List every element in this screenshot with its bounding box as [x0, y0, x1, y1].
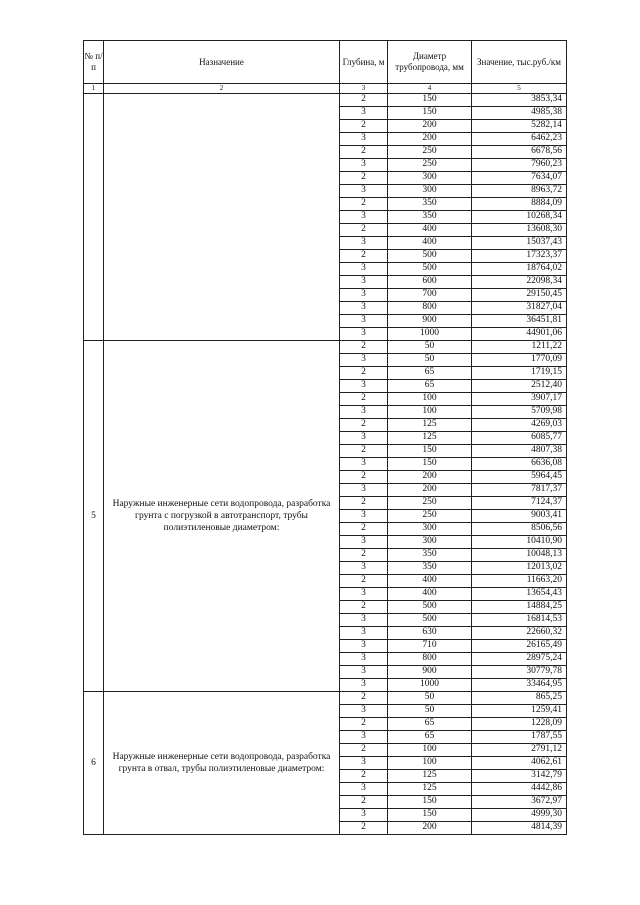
value-cell: 1228,09: [472, 718, 567, 731]
depth-cell: 3: [340, 276, 388, 289]
diameter-cell: 125: [388, 432, 472, 445]
depth-cell: 2: [340, 796, 388, 809]
group-description: Наружные инженерные сети водопровода, разработка грунта с погрузкой в автотранспорт, трубы полиэтиленовые диаметром:: [104, 341, 340, 692]
value-cell: 31827,04: [472, 302, 567, 315]
table-row: [84, 94, 567, 107]
diameter-cell: 710: [388, 640, 472, 653]
diameter-cell: 100: [388, 757, 472, 770]
diameter-cell: 200: [388, 471, 472, 484]
depth-cell: 3: [340, 653, 388, 666]
value-cell: 865,25: [472, 692, 567, 705]
value-cell: 3672,97: [472, 796, 567, 809]
diameter-cell: 150: [388, 107, 472, 120]
diameter-cell: 65: [388, 380, 472, 393]
diameter-cell: 300: [388, 536, 472, 549]
diameter-cell: 700: [388, 289, 472, 302]
diameter-cell: 125: [388, 770, 472, 783]
header-value: Значение, тыс.руб./км: [472, 41, 567, 84]
depth-cell: 2: [340, 393, 388, 406]
value-cell: 1259,41: [472, 705, 567, 718]
column-number: 4: [388, 84, 472, 94]
diameter-cell: 200: [388, 822, 472, 835]
diameter-cell: 50: [388, 692, 472, 705]
value-cell: 3853,34: [472, 94, 567, 107]
depth-cell: 3: [340, 627, 388, 640]
value-cell: 4814,39: [472, 822, 567, 835]
value-cell: 36451,81: [472, 315, 567, 328]
diameter-cell: 500: [388, 250, 472, 263]
depth-cell: 2: [340, 822, 388, 835]
value-cell: 7960,23: [472, 159, 567, 172]
value-cell: 2512,40: [472, 380, 567, 393]
depth-cell: 2: [340, 120, 388, 133]
depth-cell: 2: [340, 198, 388, 211]
diameter-cell: 250: [388, 510, 472, 523]
depth-cell: 2: [340, 419, 388, 432]
diameter-cell: 350: [388, 198, 472, 211]
depth-cell: 3: [340, 614, 388, 627]
diameter-cell: 350: [388, 549, 472, 562]
depth-cell: 2: [340, 575, 388, 588]
price-table: [83, 40, 567, 835]
diameter-cell: 100: [388, 744, 472, 757]
diameter-cell: 125: [388, 783, 472, 796]
diameter-cell: 300: [388, 523, 472, 536]
value-cell: 6678,56: [472, 146, 567, 159]
value-cell: 4999,30: [472, 809, 567, 822]
diameter-cell: 200: [388, 120, 472, 133]
value-cell: 4062,61: [472, 757, 567, 770]
diameter-cell: 250: [388, 159, 472, 172]
value-cell: 44901,06: [472, 328, 567, 341]
depth-cell: 3: [340, 640, 388, 653]
value-cell: 7634,07: [472, 172, 567, 185]
depth-cell: 2: [340, 601, 388, 614]
diameter-cell: 400: [388, 224, 472, 237]
diameter-cell: 600: [388, 276, 472, 289]
value-cell: 15037,43: [472, 237, 567, 250]
depth-cell: 3: [340, 107, 388, 120]
depth-cell: 2: [340, 224, 388, 237]
value-cell: 10268,34: [472, 211, 567, 224]
depth-cell: 3: [340, 315, 388, 328]
diameter-cell: 150: [388, 94, 472, 107]
depth-cell: 3: [340, 783, 388, 796]
group-number: 5: [84, 341, 104, 692]
depth-cell: 2: [340, 549, 388, 562]
value-cell: 3142,79: [472, 770, 567, 783]
diameter-cell: 65: [388, 718, 472, 731]
value-cell: 22660,32: [472, 627, 567, 640]
column-number: 3: [340, 84, 388, 94]
value-cell: 18764,02: [472, 263, 567, 276]
value-cell: 12013,02: [472, 562, 567, 575]
value-cell: 5964,45: [472, 471, 567, 484]
depth-cell: 3: [340, 458, 388, 471]
depth-cell: 3: [340, 354, 388, 367]
depth-cell: 3: [340, 289, 388, 302]
value-cell: 14884,25: [472, 601, 567, 614]
diameter-cell: 1000: [388, 679, 472, 692]
depth-cell: 3: [340, 666, 388, 679]
table-row: [84, 341, 567, 354]
depth-cell: 2: [340, 471, 388, 484]
depth-cell: 3: [340, 679, 388, 692]
diameter-cell: 350: [388, 211, 472, 224]
diameter-cell: 300: [388, 172, 472, 185]
depth-cell: 3: [340, 588, 388, 601]
diameter-cell: 65: [388, 367, 472, 380]
value-cell: 4807,38: [472, 445, 567, 458]
depth-cell: 3: [340, 380, 388, 393]
value-cell: 30779,78: [472, 666, 567, 679]
table-body: [84, 94, 567, 835]
diameter-cell: 350: [388, 562, 472, 575]
depth-cell: 3: [340, 705, 388, 718]
depth-cell: 3: [340, 328, 388, 341]
diameter-cell: 500: [388, 601, 472, 614]
diameter-cell: 100: [388, 393, 472, 406]
depth-cell: 3: [340, 133, 388, 146]
depth-cell: 2: [340, 94, 388, 107]
depth-cell: 2: [340, 692, 388, 705]
diameter-cell: 125: [388, 419, 472, 432]
depth-cell: 3: [340, 562, 388, 575]
value-cell: 28975,24: [472, 653, 567, 666]
value-cell: 1787,55: [472, 731, 567, 744]
depth-cell: 2: [340, 367, 388, 380]
value-cell: 33464,95: [472, 679, 567, 692]
value-cell: 5709,98: [472, 406, 567, 419]
diameter-cell: 200: [388, 133, 472, 146]
value-cell: 1211,22: [472, 341, 567, 354]
value-cell: 22098,34: [472, 276, 567, 289]
value-cell: 4269,03: [472, 419, 567, 432]
depth-cell: 2: [340, 523, 388, 536]
value-cell: 16814,53: [472, 614, 567, 627]
value-cell: 13654,43: [472, 588, 567, 601]
depth-cell: 3: [340, 757, 388, 770]
diameter-cell: 630: [388, 627, 472, 640]
group-number: [84, 94, 104, 341]
value-cell: 8506,56: [472, 523, 567, 536]
header-name: Назначение: [104, 41, 340, 84]
value-cell: 1719,15: [472, 367, 567, 380]
depth-cell: 2: [340, 718, 388, 731]
value-cell: 2791,12: [472, 744, 567, 757]
group-number: 6: [84, 692, 104, 835]
column-number: 1: [84, 84, 104, 94]
diameter-cell: 250: [388, 497, 472, 510]
diameter-cell: 65: [388, 731, 472, 744]
depth-cell: 3: [340, 809, 388, 822]
diameter-cell: 150: [388, 445, 472, 458]
value-cell: 1770,09: [472, 354, 567, 367]
value-cell: 6085,77: [472, 432, 567, 445]
diameter-cell: 50: [388, 354, 472, 367]
diameter-cell: 900: [388, 666, 472, 679]
value-cell: 4985,38: [472, 107, 567, 120]
value-cell: 9003,41: [472, 510, 567, 523]
depth-cell: 2: [340, 146, 388, 159]
depth-cell: 2: [340, 744, 388, 757]
value-cell: 6462,23: [472, 133, 567, 146]
diameter-cell: 400: [388, 237, 472, 250]
diameter-cell: 50: [388, 705, 472, 718]
value-cell: 7124,37: [472, 497, 567, 510]
depth-cell: 3: [340, 263, 388, 276]
value-cell: 3907,17: [472, 393, 567, 406]
depth-cell: 2: [340, 445, 388, 458]
depth-cell: 2: [340, 172, 388, 185]
diameter-cell: 400: [388, 575, 472, 588]
value-cell: 10048,13: [472, 549, 567, 562]
diameter-cell: 900: [388, 315, 472, 328]
diameter-cell: 300: [388, 185, 472, 198]
diameter-cell: 150: [388, 796, 472, 809]
diameter-cell: 500: [388, 263, 472, 276]
value-cell: 7817,37: [472, 484, 567, 497]
value-cell: 10410,90: [472, 536, 567, 549]
depth-cell: 3: [340, 159, 388, 172]
depth-cell: 2: [340, 250, 388, 263]
value-cell: 5282,14: [472, 120, 567, 133]
value-cell: 13608,30: [472, 224, 567, 237]
value-cell: 17323,37: [472, 250, 567, 263]
column-number: 2: [104, 84, 340, 94]
value-cell: 8963,72: [472, 185, 567, 198]
header-num: № п/п: [84, 41, 104, 84]
depth-cell: 2: [340, 341, 388, 354]
diameter-cell: 1000: [388, 328, 472, 341]
diameter-cell: 800: [388, 653, 472, 666]
depth-cell: 3: [340, 536, 388, 549]
depth-cell: 3: [340, 731, 388, 744]
depth-cell: 3: [340, 185, 388, 198]
value-cell: 29150,45: [472, 289, 567, 302]
diameter-cell: 150: [388, 458, 472, 471]
header-row: [84, 41, 567, 84]
header-depth: Глубина, м: [340, 41, 388, 84]
diameter-cell: 800: [388, 302, 472, 315]
diameter-cell: 200: [388, 484, 472, 497]
column-number: 5: [472, 84, 567, 94]
diameter-cell: 500: [388, 614, 472, 627]
depth-cell: 2: [340, 497, 388, 510]
value-cell: 11663,20: [472, 575, 567, 588]
depth-cell: 3: [340, 432, 388, 445]
table-row: [84, 692, 567, 705]
depth-cell: 3: [340, 406, 388, 419]
header-diameter: Диаметр трубопровода, мм: [388, 41, 472, 84]
diameter-cell: 50: [388, 341, 472, 354]
depth-cell: 3: [340, 211, 388, 224]
group-description: Наружные инженерные сети водопровода, разработка грунта в отвал, трубы полиэтиленовые диаметром:: [104, 692, 340, 835]
value-cell: 6636,08: [472, 458, 567, 471]
group-description: [104, 94, 340, 341]
diameter-cell: 400: [388, 588, 472, 601]
value-cell: 26165,49: [472, 640, 567, 653]
depth-cell: 3: [340, 237, 388, 250]
diameter-cell: 150: [388, 809, 472, 822]
value-cell: 4442,86: [472, 783, 567, 796]
column-number-row: [84, 84, 567, 94]
depth-cell: 3: [340, 510, 388, 523]
depth-cell: 2: [340, 770, 388, 783]
diameter-cell: 250: [388, 146, 472, 159]
depth-cell: 3: [340, 302, 388, 315]
depth-cell: 3: [340, 484, 388, 497]
value-cell: 8884,09: [472, 198, 567, 211]
diameter-cell: 100: [388, 406, 472, 419]
